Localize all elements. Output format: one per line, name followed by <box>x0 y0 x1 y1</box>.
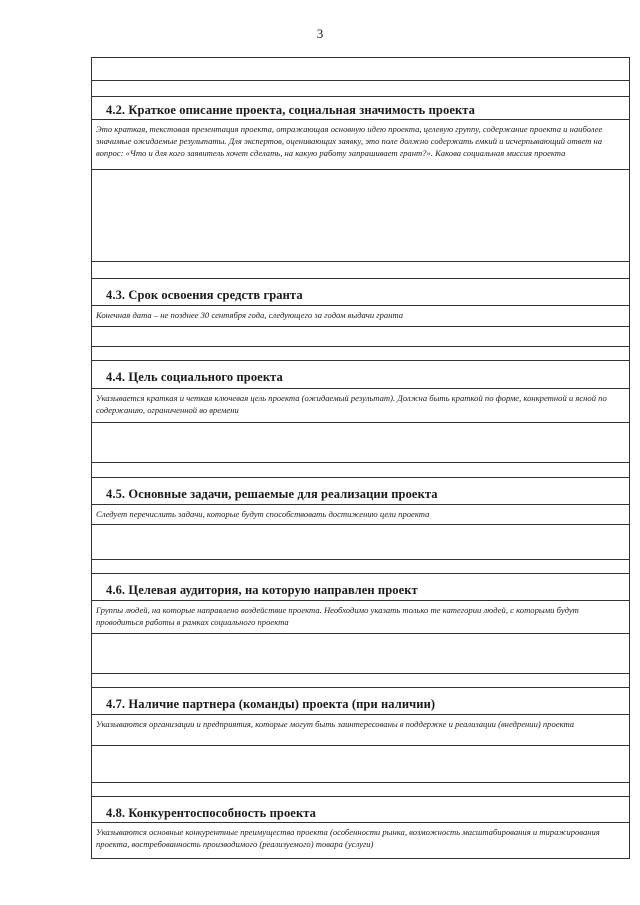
section-heading-4-6: 4.6. Целевая аудитория, на которую направлен проект <box>92 574 629 601</box>
section-spacer <box>92 674 629 688</box>
page-number: 3 <box>316 26 324 41</box>
section-hint-4-7: Указываются организации и предприятия, которые могут быть заинтересованы в поддержке и реализации (внедрении) проекта <box>92 715 629 746</box>
section-spacer <box>92 463 629 478</box>
project-form-table <box>91 57 630 859</box>
section-hint-4-2: Это краткая, текстовая презентация проекта, отражающая основную идею проекта, целевую группу, содержание проекта и наиболее значимые ожидаемые результаты. Для экспертов, оценивающих заявку, это поле должно содержать емкий и исчерпывающий ответ на вопрос: «Что и для кого заявитель хочет сделать, на какую работу запрашивает грант?». Какова социальная миссия проекта <box>92 120 629 170</box>
section-heading-4-3: 4.3. Срок освоения средств гранта <box>92 279 629 306</box>
section-heading-4-4: 4.4. Цель социального проекта <box>92 361 629 389</box>
answer-field-4-2[interactable] <box>92 170 629 262</box>
section-heading-4-2: 4.2. Краткое описание проекта, социальная значимость проекта <box>92 97 629 120</box>
section-heading-4-7: 4.7. Наличие партнера (команды) проекта (при наличии) <box>92 688 629 715</box>
section-spacer <box>92 560 629 574</box>
section-spacer <box>92 262 629 279</box>
section-spacer <box>92 783 629 797</box>
section-heading-4-8: 4.8. Конкурентоспособность проекта <box>92 797 629 823</box>
section-heading-4-5: 4.5. Основные задачи, решаемые для реализации проекта <box>92 478 629 505</box>
section-hint-4-5: Следует перечислить задачи, которые будут способствовать достижению цели проекта <box>92 505 629 525</box>
answer-field-4-6[interactable] <box>92 634 629 674</box>
section-hint-4-8: Указываются основные конкурентные преимущества проекта (особенности рынка, возможность масштабирования и тиражирования проекта, востребованность производимого (реализуемого) товара (услуги) <box>92 823 629 859</box>
section-spacer <box>92 347 629 361</box>
section-hint-4-6: Группы людей, на которые направлено воздействие проекта. Необходимо указать только те категории людей, с которыми будут проводиться работы в рамках социального проекта <box>92 601 629 634</box>
section-spacer <box>92 81 629 97</box>
answer-field-4-5[interactable] <box>92 525 629 560</box>
section-hint-4-3: Конечная дата – не позднее 30 сентября года, следующего за годом выдачи гранта <box>92 306 629 327</box>
answer-field-4-4[interactable] <box>92 423 629 463</box>
answer-field-4-3[interactable] <box>92 327 629 347</box>
answer-field-4-7[interactable] <box>92 746 629 783</box>
previous-section-answer-field[interactable] <box>92 58 629 81</box>
section-hint-4-4: Указывается краткая и четкая ключевая цель проекта (ожидаемый результат). Должна быть краткой по форме, конкретной и ясной по содержанию, ограниченной во времени <box>92 389 629 423</box>
